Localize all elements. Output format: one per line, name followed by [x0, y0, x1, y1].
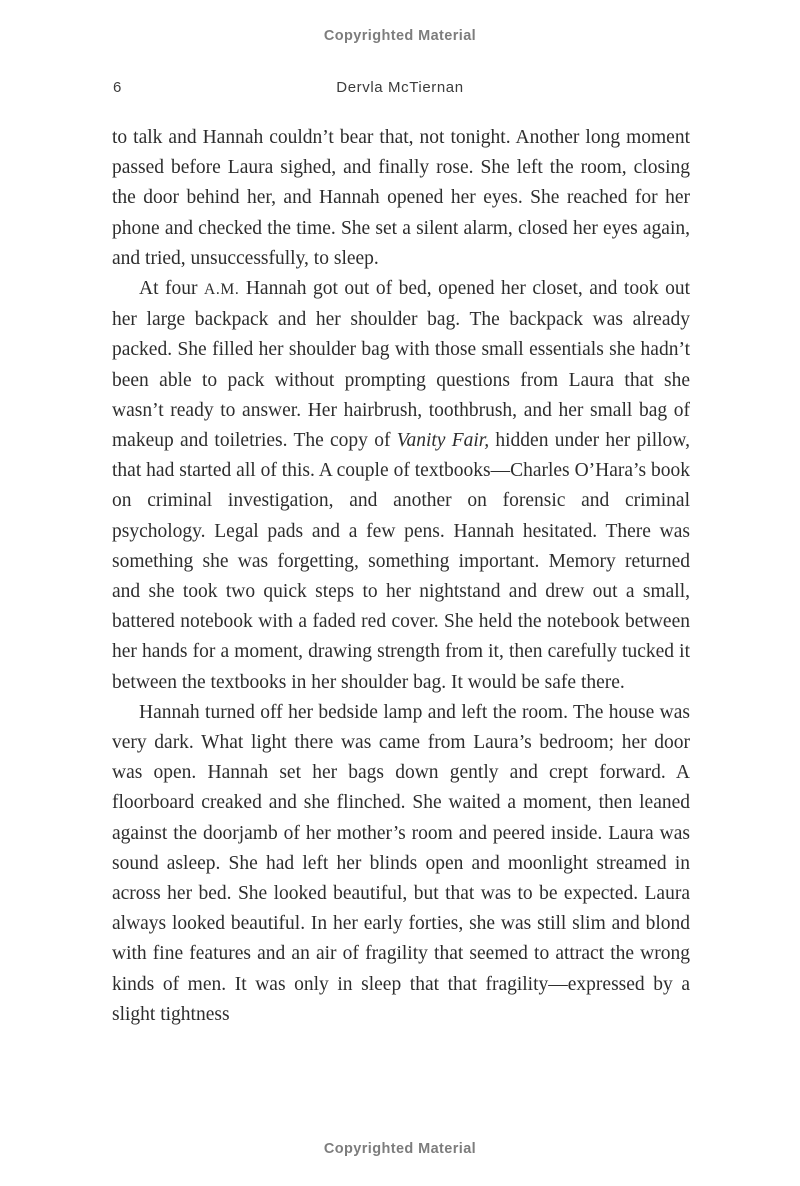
paragraph [112, 123, 690, 274]
text-run: At four [139, 278, 205, 300]
paragraph [112, 274, 690, 698]
copyright-notice-top: Copyrighted Material [323, 28, 477, 44]
text-run-italic: Vanity Fair, [396, 430, 490, 452]
paragraph [112, 698, 690, 1030]
running-head-author: Dervla McTiernan [336, 79, 464, 96]
text-run: to talk and Hannah couldn’t bear that, not tonight. Another long moment passed before Laura sighed, and finally rose. She left the room, closing the door behind her, and Hannah opened her eyes. She reached for her phone and checked the time. She set a silent alarm, closed her eyes again, and tried, unsuccessfully, to sleep. [112, 127, 690, 269]
page-number: 6 [113, 79, 122, 96]
text-run: Hannah got out of bed, opened her closet, and took out her large backpack and her shoulder bag. The backpack was already packed. She filled her shoulder bag with those small essentials she hadn’t been able to pack without prompting questions from Laura that she wasn’t ready to answer. Her hairbrush, toothbrush, and her small bag of makeup and toiletries. The copy of [112, 278, 690, 452]
text-run: hidden under her pillow, that had started all of this. A couple of textbooks—Charles O’Hara’s book on criminal investigation, and another on forensic and criminal psychology. Legal pads and a few pens. Hannah hesitated. There was something she was forgetting, something important. Memory returned and she took two quick steps to her nightstand and drew out a small, battered notebook with a faded red cover. She held the notebook between her hands for a moment, drawing strength from it, then carefully tucked it between the textbooks in her shoulder bag. It would be safe there. [112, 430, 690, 693]
copyright-notice-bottom: Copyrighted Material [323, 1141, 477, 1157]
text-run-smallcaps: A.M. [204, 281, 240, 299]
running-head [0, 79, 800, 99]
text-run: Hannah turned off her bedside lamp and left the room. The house was very dark. What light there was came from Laura’s bedroom; her door was open. Hannah set her bags down gently and crept forward. A floorboard creaked and she flinched. She waited a moment, then leaned against the doorjamb of her mother’s room and peered inside. Laura was sound asleep. She had left her blinds open and moonlight streamed in across her bed. She looked beautiful, but that was to be expected. Laura always looked beautiful. In her early forties, she was still slim and blond with fine features and an air of fragility that seemed to attract the wrong kinds of men. It was only in sleep that that fragility—expressed by a slight tightness [112, 701, 690, 1025]
page-body-text [112, 123, 690, 1030]
